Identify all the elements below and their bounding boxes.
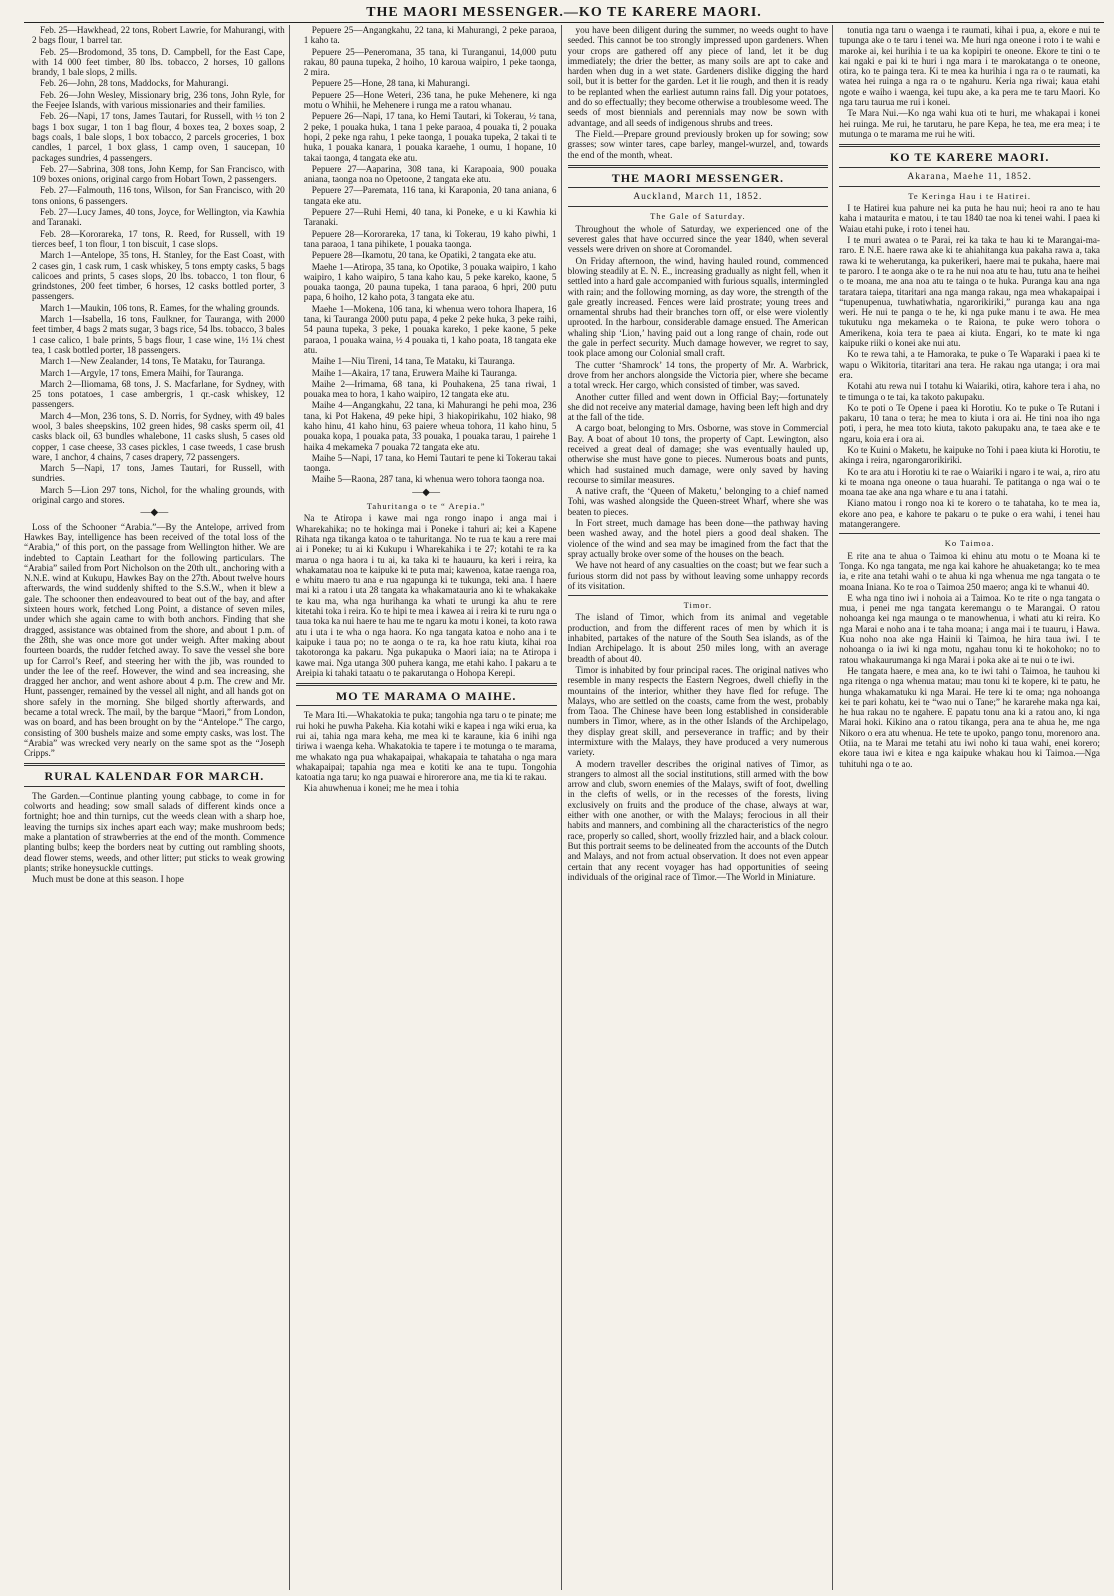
paragraph: Ko te ara atu i Horotiu ki te rae o Waiariki i ngaro i te wai, a, riro atu ki te moana nga oneone o taua huarahi. Te patitanga o nga wai o te moana tae ake ana nga whare e tu ana i tatahi. (839, 466, 1100, 498)
paragraph: A cargo boat, belonging to Mrs. Osborne, was stove in Commercial Bay. A boat of about 10 tons, the property of Capt. Lewington, also received a great deal of damage; she was eventually hauled up, otherwise she must have gone to pieces. Numerous boats and punts, which had sustained much damage, were only saved by having recourse to similar measures. (567, 423, 829, 485)
shipping-entry: Feb. 26—Napi, 17 tons, James Tautari, for Russell, with ½ ton 2 bags 1 box sugar, 1 ton 1 bag flour, 4 boxes tea, 2 boxes soap, 2 bags coals, 1 bale slops, 1 box tobacco, 2 parcels groceries, 1 box candles, 1 parcel, 1 box glass, 1 camp oven, 1 saucepan, 10 packages sundries, 4 passengers. (32, 111, 285, 163)
maehe-text-2: Kia ahuwhenua i konei; me he mea i tohia (303, 783, 459, 794)
shipping-entry: March 1—Antelope, 35 tons, H. Stanley, for the East Coast, with 2 cases gin, 1 cask rum, 1 cask whiskey, 5 tons empty casks, 5 bags calicoes and prints, 5 cases slops, 20 lbs. tobacco, 1 ton flour, 6 grindstones, 200 feet timber, 6 horses, 12 casks bottled porter, 3 passengers. (32, 250, 285, 302)
shipping-entry: Feb. 28—Kororareka, 17 tons, R. Reed, for Russell, with 19 tierces beef, 1 ton flour, 1 ton biscuit, 1 case slops. (32, 228, 285, 249)
shipping-entry: March 1—Argyle, 17 tons, Emera Maihi, for Tauranga. (40, 367, 244, 378)
divider (839, 144, 1100, 147)
paragraph: Kiano matou i rongo noa ki te korero o te tahataha, ko te mea ia, ekore ano pea, e kahore te pakaru o te puke o era wahi, i tenei hau matangerangere. (839, 498, 1100, 530)
shipping-entry: Pepuere 25—Peneromana, 35 tana, ki Turanganui, 14,000 putu rakau, 80 pauna tupeka, 2 hoiho, 10 karoua waipiro, 1 peke taonga, 2 mira. (303, 46, 557, 78)
divider (568, 165, 829, 168)
paragraph: E rite ana te ahua o Taimoa ki ehinu atu motu o te Moana ki te Tonga. Ko nga tangata, me nga kai kahore he ahuaketanga; ko te mea ia, e rite ana tetahi wahi o te ahua ki nga whenua me nga tangata o te moana Iniana. Ko te roa o Taimoa 250 maero; anga ki te whanui 40. (839, 550, 1100, 592)
timor-title: Timor. (683, 600, 713, 611)
divider (568, 187, 829, 188)
paragraph: I te muri awatea o te Parai, rei ka taka te hau ki te Marangai-ma-raro. E N.E. haere rawa ake ki te ahiahitanga kua pakaha rawa a, taka rawa ki te weherutanga, ka pukerikeri, haere mai te pukaha, haere mai te paroro. I te aonga ake o te ra he nui noa atu te hau, tutu ana te heihei o te moana, me ana noa atu te tainga o te huka. Puranga kau ana nga taratara taiepa, titaritari ana nga manga rakau, nga mea whakapaipai i “tupenupenua, tuwhatiwhatia, ngarorikiriki,” puranga kau ana nga weri. He nui te panga o te he, ki nga puke manu i te awa. He mea tukutuku nga mekameka o te Raiona, te puke wero tohora o Amerikena, koia tera te paea ai kiuta. Engari, ko te mate ki nga kaipuke riiki o konei ake nui atu. (839, 235, 1100, 349)
shipping-entry: Maehe 1—Atiropa, 35 tana, ko Opotike, 3 pouaka waipiro, 1 kaho waipiro, 1 kaho waipiro, 5 tana kaho kau, 5 peke kareko, kaone, 5 pouaka taonga, 20 pauna tupeka, 1 tana paraoa, 6 hpri, 200 putu papa, 6 hoiho, 12 kaho pota, 3 tangata eke atu. (303, 261, 557, 303)
shipping-entry: March 5—Napi, 17 tons, James Tautari, for Russell, with sundries. (32, 463, 285, 484)
divider (568, 595, 829, 596)
column-4 (839, 25, 1104, 1590)
paragraph: Kotahi atu rewa nui I totahu ki Waiariki, otira, kahore tera i aha, no te timunga o te tai, ka takoto pakupaku. (839, 381, 1100, 402)
divider (24, 786, 285, 787)
maehe-text: Te Mara Iti.—Whakatokia te puka; tangohia nga taru o te pinate; me rui hoki he puwha Pakeha. Kia kotahi wiki e kapea i nga wiki erua, ka rui ai, tahia nga mara keha, me mea ki te karaune, kia 6 inihi nga tiriwa i waenga keha. Whakatokia te tapere i te motunga o te marama, me whakato nga pua whakapaipai, whakapaia te tahataha o nga mara whakapaipai; tapahia nga mea e kotiti ke ana te tupu. Tongohia katoatia nga taru; ko nga puawai e hirorerore ana, me tia ki te rakau. (295, 710, 557, 783)
rural-kalendar-text: The Garden.—Continue planting young cabbage, to come in for colworts and heading; sow small salads of different kinds once a fortnight; hoe and thin turnips, cut the weeds clean with a sharp hoe, leaving the turnips six inches apart each way; make mushroom beds; make a plantation of strawberries at the end of the month. Commence planting bulbs; keep the borders neat by cutting out rambling shoots, dead flower stems, weeds, and other litter; put sticks to weak growing plants; strike honeysuckle cuttings. (24, 790, 285, 873)
maehe-title: MO TE MARAMA O MAIHE. (335, 689, 517, 704)
paragraph: E wha nga tino iwi i nohoia ai a Taimoa. Ko te rite o nga tangata o mua, i penei me nga tangata keremangu o te Marangai. O ratou nohoanga kei nga maunga o te manowhenua, i whati atu ki reira. Ko nga Marai e noho ana i te taha moana; i anga mai i te tuauru, i Hawa. Kua noho noa ake nga Hainii ki Taimoa, he hira taua iwi. I te nohoanga o ia iwi ki nga motu, ngahau tonu ki te hokohoko; no to ratou whakaurumanga ki nga Marai i poka ake ai te nui o te iwi. (839, 592, 1100, 665)
shipping-entry: Pepuere 28—Ikamotu, 20 tana, ke Opatiki, 2 tangata eke atu. (311, 250, 537, 261)
arabia-article: Loss of the Schooner “Arabia.”—By the Antelope, arrived from Hawkes Bay, intelligence has been received of the total loss of the “Arabia,” of this port, on the passage from Wellington hither. We are indebted to Captain Leathart for the following particulars. The “Arabia” sailed from Port Nicholson on the 20th ult., anchoring with a N.N.E. wind at Kukupu, Hawkes Bay on the 27th. About twelve hours afterwards, the wind suddenly shifted to the S.S.W., when it blew a gale. The schooner then endeavoured to beat out of the bay, and after sixteen hours work, fetched Long Point, a distance of seven miles, under which she again came to with both anchors. Finding that she dragged, assistance was obtained from the shore, and about 1 p.m. of the 28th, she was once more got under weigh. After making about fourteen boards, the rudder fetched away. To save the vessel she bore up for Carrol’s Reef, and steering her with the jib, was rounded to under the lee of the reef. However, the wind and sea increasing, she dragged her anchor, and went ashore about 4 p.m. The crew and Mr. Hunt, passenger, remained by the vessel all night, and all hands got on shore safely in the morning. She bilged shortly afterwards, and became a total wreck. The mail, by the barque “Maori,” from London, was on board, and has been brought on by the “Antelope.” The cargo, consisting of 300 bushels maize and some empty casks, was lost. The “Arabia” was wrecked very nearly on the same spot as the “Joseph Cripps.” (24, 521, 285, 759)
shipping-entry: Pepuere 25—Hone Weteri, 236 tana, he puke Mehenere, ki nga motu o Whihii, he Mehenere i runga me a ratou whanau. (303, 89, 557, 111)
ornament-divider: —◆— (140, 507, 169, 519)
shipping-entry: Maihe 2—Irimama, 68 tana, ki Pouhakena, 25 tana riwai, 1 pouaka mea to hora, 1 kaho waipiro, 12 tangata eke atu. (303, 378, 557, 400)
paragraph: A native craft, the ‘Queen of Maketu,’ belonging to a chief named Tohi, was washed alongside the Queen-street Wharf, where she was beaten to pieces. (567, 486, 829, 517)
shipping-entry: Maihe 5—Napi, 17 tana, ko Hemi Tautari te pene ki Tokerau takai taonga. (303, 452, 557, 474)
shipping-entry: Feb. 27—Sabrina, 308 tons, John Kemp, for San Francisco, with 109 boxes onions, original cargo from Hobart Town, 2 passengers. (32, 163, 285, 185)
shipping-entry: Pepuere 27—Aaparina, 308 tana, ki Karapoaia, 900 pouaka aniana, taonga noa no Opetoone, 2 tangata eke atu. (303, 163, 557, 185)
section-title-english: THE MAORI MESSENGER. (611, 170, 785, 185)
taimoa-title: Ko Taimoa. (944, 538, 995, 549)
shipping-entry: March 2—Iliomama, 68 tons, J. S. Macfarlane, for Sydney, with 25 tons potatoes, 1 case ambergris, 1 qr.-cask whiskey, 12 passengers. (32, 378, 285, 410)
rural-kalendar-title: RURAL KALENDAR FOR MARCH. (44, 769, 265, 784)
paragraph: Ko te rewa tahi, a te Hamoraka, te puke o Te Waparaki i paea ki te wapu o Wikitoria, titaritari ana tera. He rakau nga utanga; i ora mai era. (839, 349, 1100, 380)
shipping-entry: March 4—Mon, 236 tons, S. D. Norris, for Sydney, with 49 bales wool, 3 bales sheepskins, 102 green hides, 98 casks sperm oil, 41 casks black oil, 63 bundles whalebone, 11 casks slush, 5 cases old copper, 1 case cheese, 33 cases pickles, 1 case tweeds, 1 case brush ware, 1 anchor, 4 chains, 7 cases drapery, 72 passengers. (32, 410, 285, 462)
shipping-entry: Maihe 4—Angangkahu, 22 tana, ki Mahurangi he pehi moa, 236 tana, ki Pot Hakena, 49 peke hipi, 3 hiakopirikahu, 102 hiako, 98 kaho hinu, 41 kaho hinu, 63 paiere wheua tohora, 11 kaho hinu, 5 pouaka kopa, 1 pouaka pata, 33 pouaka, 1 pouaka tarau, 1 pairehe 1 haika 4 mekameka 7 pouaka 72 tangata eke atu. (303, 400, 557, 452)
shipping-list-english (24, 25, 285, 505)
garden-continued: you have been diligent during the summer, no weeds ought to have seeded. This cannot be too strongly impressed upon gardeners. When your crops are gathered off any piece of land, let it be dug immediately; the drier the better, as many soils are apt to cake and harden when dug in a wet state. Gardeners dislike digging the hard soil, but it is better for the garden. Let it lie rough, and then it is ready to be replanted when the earliest autumn rains fall. Dig your potatoes, and do so effectually; they become otherwise a troublesome weed. The seeds of most biennials and perennials may now be sown with advantage, and all seeds of indigenous shrubs and trees. (567, 25, 829, 128)
divider (296, 705, 557, 706)
shipping-entry: Maihe 1—Akaira, 17 tana, Eruwera Maihe ki Tauranga. (311, 367, 518, 378)
divider (839, 186, 1100, 187)
divider (839, 167, 1100, 168)
ornament-divider: —◆— (412, 486, 440, 498)
paragraph: He tangata haere, e mea ana, ko te iwi tahi o Taimoa, he tauhou ki nga ritenga o nga whenua matau; mau tonu ki te kopere, ki te patu, he hunga whakamatuku ki nga Marai. He tere ki te oma; nga nohoanga kei te pari kohatu, kei te “wao nui o Tane;” he kararehe maka nga kai, he hua rakau no te ngahere. E papatu tonu ana ki a ratou ano, ki nga Marai hoki. Kikino ana o ratou tikanga, pera ana te ahua he, me nga Nikoro o era atu whenua. He tete te upoko, pango tonu, morenoro ana. Otiia, na te Marai me tetahi atu iwi noho ki taua wahi, enei korero; ekore taua iwi e kitea e nga kaipuke whakau hou ki Taimoa.—Nga tuhituhi nga o te ao. (839, 665, 1100, 769)
hau-title: Te Keringa Hau i te Hatirei. (908, 190, 1031, 201)
hau-article (839, 203, 1100, 529)
shipping-entry: Feb. 26—John, 28 tons, Maddocks, for Mahurangi. (40, 78, 229, 89)
shipping-entry: March 1—Isabella, 16 tons, Faulkner, for Tauranga, with 2000 feet timber, 4 bags 2 mats sugar, 3 bags rice, 54 lbs. tobacco, 3 bales 1 case calico, 1 bale prints, 5 bags flour, 1 case wine, 1½ 1¼ chest tea, 1 cask bottled porter, 18 passengers. (32, 314, 285, 355)
gale-article (568, 224, 829, 591)
shipping-entry: Maehe 1—Mokena, 106 tana, ki whenua wero tohora Ihapera, 16 tana, ki Tauranga 2000 putu papa, 4 peke 2 peke huka, 3 peke raihi, 54 pauna tupeka, 3 peke, 1 pouaka kareko, 1 peke kaone, 5 peke paraoa, 1 pouaka waina, ½ 4 pouaka ti, 1 kaho poata, 18 tangata eke atu. (303, 303, 557, 355)
arepia-title: Tahuritanga o te “ Arepia.” (366, 501, 486, 512)
paragraph: On Friday afternoon, the wind, having hauled round, commenced blowing steadily at E. N. E., increasing gradually as night fell, when it settled into a hard gale accompanied with furious squalls, intermingled with rain; and the following morning, as day wore, the strength of the gale greatly increased. Fences were laid prostrate; young trees and ornamental shrubs had their branches torn off, or else were violently uprooted. In the harbour, considerable damage ensued. The American whaling ship ‘Lion,’ having paid out a long range of chain, rode out the gale in perfect security. Much damage however, we regret to say, took place among our Colonial small craft. (567, 255, 829, 359)
paragraph: Ko te Kuini o Maketu, he kaipuke no Tohi i paea kiuta ki Horotiu, te akinga i reira, ngarongarorikiriki. (839, 444, 1100, 466)
dateline: Auckland, March 11, 1852. (633, 192, 763, 203)
paragraph: A modern traveller describes the original natives of Timor, as strangers to almost all the social institutions, still armed with the bow arrow and club, sworn enemies of the Malays, swift of foot, dwelling in the clefts of wells, or in the recesses of the forests, living exclusively on fruits and the produce of the chase, always at war, either with one another, or with the Malays; ferocious in all their habits and manners, and combining all the characteristics of the negro race, properly so called, short, woolly frizzled hair, and a black colour. But this portrait seems to be delineated from the accounts of the Dutch and Malays, and not from actual observation. It does not even appear certain that any recent voyager has had opportunities of seeing individuals of the original race of Timor.—The World in Miniature. (567, 758, 829, 882)
shipping-entry: Maihe 5—Raona, 287 tana, ki whenua wero tohora taonga noa. (311, 474, 545, 485)
divider (24, 763, 285, 766)
divider (296, 683, 557, 686)
rural-kalendar-text-2: Much must be done at this season. I hope (32, 874, 184, 885)
shipping-entry: Pepuere 25—Angangkahu, 22 tana, ki Mahurangi, 2 peke paraoa, 1 kaho ta. (303, 25, 557, 46)
paragraph: The island of Timor, which from its animal and vegetable production, and from the different races of men by which it is inhabited, partakes of the nature of the South Sea islands, as of the Indian Archipelago. It is about 250 miles long, with an average breadth of about 40. (567, 612, 829, 664)
paragraph: In Fort street, much damage has been done—the pathway having been washed away, and the hotel piers a good deal shaken. The violence of the wind and sea may be imagined from the fact that the spray actually broke over some of the houses on the beach. (567, 518, 829, 559)
shipping-entry: Pepuere 26—Napi, 17 tana, ko Hemi Tautari, ki Tokerau, ½ tana, 2 peke, 1 pouaka huka, 1 tana 1 peke paraoa, 4 pouaka ti, 2 pouaka hopi, 2 peke nga rahu, 1 peke taonga, 1 pouaka tupeka, 2 takai ti te huka, 1 pouaka kanara, 1 pouaka karaehe, 1 oumu, 1 hopane, 10 takai taonga, 4 tangata eke atu. (303, 111, 557, 163)
dateline-maori: Akarana, Maehe 11, 1852. (907, 171, 1032, 182)
taimoa-article (839, 551, 1100, 769)
shipping-entry: Feb. 27—Lucy James, 40 tons, Joyce, for Wellington, via Kawhia and Taranaki. (32, 207, 285, 228)
section-title-maori: KO TE KARERE MAORI. (889, 150, 1050, 165)
paragraph: Ko te poti o Te Opene i paea ki Horotiu. Ko te puke o Te Rutani i pakaru, 10 tana o tera; he mea to kiuta i ora ai. He tini noa iho nga poti, i pera, he mea toto kiuta, takoto pakupaku ana, te taea ake e te ngaru, koia era i ora ai. (839, 402, 1100, 444)
paragraph: The cutter ‘Shamrock’ 14 tons, the property of Mr. A. Warbrick, drove from her anchors alongside the Victoria pier, where she became a total wreck. Her cargo, which consisted of timber, was saved. (567, 359, 829, 391)
shipping-entry: Feb. 26—John Wesley, Missionary brig, 236 tons, John Ryle, for the Feejee Islands, with various missionaries and their families. (32, 89, 285, 111)
shipping-entry: March 1—New Zealander, 14 tons, Te Mataku, for Tauranga. (40, 356, 266, 367)
paragraph: Timor is inhabited by four principal races. The original natives who resemble in many respects the Eastern Negroes, dwell chiefly in the mountains of the interior, whither they have fled for refuge. The Malays, who are settled on the coasts, came from the west, probably from Taoa. The Chinese have been long established in considerable numbers in Timor, where, as in the other Islands of the Archipelago, they display great skill, and perseverance in traffic; and by their intermixture with the Malays, they have produced a very numerous variety. (567, 664, 829, 758)
field-text: The Field.—Prepare ground previously broken up for sowing; sow grasses; sow winter tares, cape barley, mangel-wurzel, and, towards the end of the month, wheat. (567, 128, 829, 160)
column-1 (24, 25, 290, 1590)
shipping-entry: Pepuere 27—Paremata, 116 tana, ki Karaponia, 20 tana aniana, 6 tangata eke atu. (303, 185, 557, 206)
divider (568, 206, 829, 207)
shipping-list-maori (296, 25, 557, 485)
shipping-entry: Pepuere 28—Kororareka, 17 tana, ki Tokerau, 19 kaho piwhi, 1 tana paraoa, 1 tana pihikete, 1 pouaka taonga. (303, 228, 557, 249)
divider (839, 533, 1100, 534)
maori-garden-continued: tonutia nga taru o waenga i te raumati, kihai i pua, a, ekore e nui te tupunga ake o te taru i tenei wa. Me huri nga oneone i roto i te wahi e maroke ai, kei hurihia i te ua ka kopipiri te oneone. Ekore te tini o te kai ngaki e pai ki te huri i nga mara i te marokatanga o te oneone, otira, ko te painga tera. Ki te mea ka hurihia i nga ra o te raumati, ka watea hei ruinga a nga ra o te ngahuru. Keria nga riwai; kaua etahi ngote e waiho i waenga, kei tupu ake, a ka pera me te taru Maori. Ko nga taru taurua me rui i konei. (839, 25, 1100, 108)
timor-article (568, 612, 829, 882)
shipping-entry: Feb. 27—Falmouth, 116 tons, Wilson, for San Francisco, with 20 tons onions, 6 passengers. (32, 185, 285, 206)
paragraph: Another cutter filled and went down in Official Bay;—fortunately she did not receive any material damage, having been left high and dry at the fall of the tide. (567, 391, 829, 423)
shipping-entry: Pepuere 25—Hone, 28 tana, ki Mahurangi. (311, 78, 470, 89)
arepia-article: Na te Atiropa i kawe mai nga rongo inapo i anga mai i Wharekahika; no te hokinga mai i Poneke i tahuri ai; kei a Kapene Rihata nga tikanga katoa o te tahuritanga. No te rua te kau a rere mai ai i Poneke; tu ai ki Kukupu i Wharekahika i te 27; kotahi te ra ka marua o nga haora i tu ai, ka taka ki te hauauru, ka keri i reira, ka whakamatau noa te kaipuke ki te puta mai; kawenoa, katae raenga roa, e whitu maero tu ana e rua ngapunga ki te tukunga, teki ana. I haere mai ki a ratou i uta 28 tangata ka whakamatauria ano ki te whakakake te kau ma, wha nga hurihanga ka whati te urungi ka ahu te rere kitetahi toka i reira. Ko te hipi te mea i kawea ai i reira ki te ruru nga o taua toka ka nui haere te hau me te ngaru ka motu i konei, ta koto rawa atu i uta i te wha o nga haora. Ko nga tangata katoa e noho ana i te kaipuke i taua po; no te aonga o te ra, ka hoe ratu kiuta, kihai roa takotoronga ka pakaru. Nga pukapuka o Maori iaia; na te Atiropa i kawe mai. Nga utanga 300 puhera kanga, me etahi kaho. I pakaru a te Areipia ki tahaki tataatu o te pakarutanga o Hohopa Kerepi. (295, 513, 557, 678)
columns (24, 25, 1104, 1590)
masthead: THE MAORI MESSENGER.—KO TE KARERE MAORI. (24, 4, 1104, 23)
column-2 (296, 25, 562, 1590)
shipping-entry: Feb. 25—Brodomond, 35 tons, D. Campbell, for the East Cape, with 14 000 feet timber, 80 lbs. tobacco, 2 horses, 10 gallons brandy, 1 bale slops, 2 mills. (32, 46, 285, 78)
shipping-entry: Maihe 1—Niu Tireni, 14 tana, Te Mataku, ki Tauranga. (311, 356, 515, 367)
shipping-entry: Feb. 25—Hawkhead, 22 tons, Robert Lawrie, for Mahurangi, with 2 bags flour, 1 barrel tar. (32, 25, 285, 46)
shipping-entry: March 1—Maukin, 106 tons, R. Eames, for the whaling grounds. (40, 302, 280, 313)
shipping-entry: March 5—Lion 297 tons, Nichol, for the whaling grounds, with original cargo and stores. (32, 484, 285, 506)
mara-nui-text: Te Mara Nui.—Ko nga wahi kua oti te huri, me whakapai i konei hei ruinga. Me rui, he tarutaru, he pare Kepa, he tea, me era mea; i te mutunga o te marama me rui he witi. (839, 108, 1100, 139)
paragraph: We have not heard of any casualties on the coast; but we fear such a furious storm did not pass by without leaving some unhappy records of its visitation. (567, 560, 829, 591)
shipping-entry: Pepuere 27—Ruhi Hemi, 40 tana, ki Poneke, e u ki Kawhia ki Taranaki. (303, 207, 557, 228)
column-3 (568, 25, 834, 1590)
paragraph: Throughout the whole of Saturday, we experienced one of the severest gales that have occurred since the year 1840, when several vessels were driven on shore at Coromandel. (567, 223, 829, 255)
gale-title: The Gale of Saturday. (650, 211, 746, 222)
paragraph: I te Hatirei kua pahure nei ka puta he hau nui; heoi ra ano te hau kaha i mataurita e matou, i te tau 1840 tae noa ki tenei wahi. I paea ki Waiau etahi puke, i roto i tenei hau. (839, 203, 1100, 234)
